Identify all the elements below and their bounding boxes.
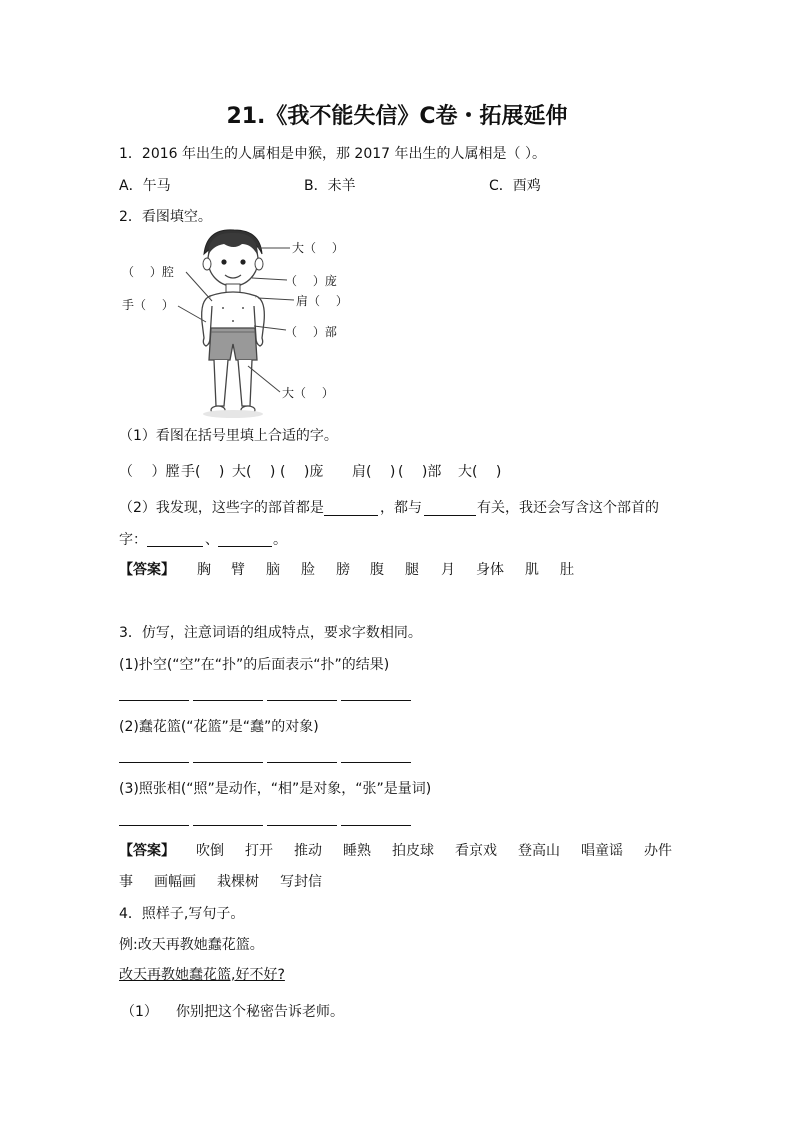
q2-answer: 腹	[370, 562, 384, 578]
q2-answer: 腿	[405, 562, 419, 578]
q1-option-c: C．酉鸡	[489, 178, 541, 194]
q3-answer: 看京戏	[455, 843, 497, 859]
q3-item1-blank[interactable]	[341, 700, 411, 701]
q3-answer: 打开	[245, 843, 273, 859]
q2-fill-6: ( )部	[398, 464, 442, 480]
label-shoulder: 肩（ ）	[296, 294, 348, 308]
q3-item1-blank[interactable]	[119, 700, 189, 701]
q3-answer: 拍皮球	[392, 843, 434, 859]
q3-answer-label: 【答案】	[119, 843, 175, 859]
q1-stem: 1．2016 年出生的人属相是申猴，那 2017 年出生的人属相是（ ）。	[119, 146, 546, 162]
q3-item3-blank[interactable]	[193, 825, 263, 826]
q3-item3-blank[interactable]	[341, 825, 411, 826]
q2-blank-radical[interactable]	[324, 515, 378, 516]
q2-fill-5: 肩( )	[352, 464, 396, 480]
q2-sub2-line2-b: 、	[205, 532, 219, 548]
q4-example: 例:改天再教她蠢花篮。	[119, 937, 264, 953]
q3-item2-blank[interactable]	[267, 762, 337, 763]
page-title: 21.《我不能失信》C卷・拓展延伸	[226, 104, 568, 129]
q2-fill-3: 大( )	[232, 464, 276, 480]
q2-answer: 肌	[525, 562, 539, 578]
label-leg: 大（ ）	[282, 386, 334, 400]
q3-item3-blank[interactable]	[119, 825, 189, 826]
q2-blank-related[interactable]	[424, 515, 476, 516]
q2-answer: 膀	[336, 562, 350, 578]
q3-item3: (3)照张相(“照”是动作，“相”是对象，“张”是量词)	[119, 781, 432, 797]
q3-item3-blank[interactable]	[267, 825, 337, 826]
label-head: 大（ ）	[292, 241, 344, 255]
q3-item2-blank[interactable]	[119, 762, 189, 763]
q2-sub1: （1）看图在括号里填上合适的字。	[119, 428, 338, 444]
q1-option-b: B．未羊	[304, 178, 356, 194]
q3-answer: 唱童谣	[581, 843, 623, 859]
q2-sub2-line2-a: 字：	[119, 532, 147, 548]
label-chest: （ ）腔	[122, 265, 174, 279]
q1-option-a: A．午马	[119, 178, 171, 194]
q4-item1-number: （1）	[121, 1004, 158, 1020]
q2-answer: 胸	[197, 562, 211, 578]
q3-answer: 事	[119, 874, 133, 890]
q2-blank-char2[interactable]	[218, 546, 272, 547]
q2-stem: 2．看图填空。	[119, 209, 212, 225]
q3-answer: 登高山	[518, 843, 560, 859]
q2-sub2-part-c: 有关，我还会写含这个部首的	[477, 500, 659, 516]
label-face: （ ）庞	[285, 274, 337, 288]
q2-fill-4: ( )庞	[280, 464, 324, 480]
q2-answer: 身体	[476, 562, 504, 578]
q3-item1: (1)扑空(“空”在“扑”的后面表示“扑”的结果)	[119, 657, 390, 673]
q2-answer: 月	[441, 562, 455, 578]
q4-item1-text: 你别把这个秘密告诉老师。	[176, 1004, 344, 1020]
q3-answer: 推动	[294, 843, 322, 859]
q2-fill-7: 大( )	[458, 464, 502, 480]
q2-blank-char1[interactable]	[147, 546, 203, 547]
q2-fill-1: （ ）膛	[119, 464, 180, 480]
q3-answer: 睡熟	[343, 843, 371, 859]
q3-answer: 栽棵树	[217, 874, 259, 890]
label-hand: 手（ ）	[122, 298, 174, 312]
q2-answer-label: 【答案】	[119, 562, 175, 578]
q3-answer: 吹倒	[196, 843, 224, 859]
q3-answer: 写封信	[280, 874, 322, 890]
q2-fill-2: 手( )	[181, 464, 225, 480]
q2-sub2-part-b: ，都与	[380, 500, 422, 516]
q3-item2-blank[interactable]	[193, 762, 263, 763]
q2-answer: 脑	[266, 562, 280, 578]
q4-example-answer: 改天再教她蠢花篮,好不好?	[119, 967, 285, 983]
q2-answer: 肚	[560, 562, 574, 578]
q2-sub2-line2-c: 。	[273, 532, 287, 548]
q3-stem: 3．仿写，注意词语的组成特点，要求字数相同。	[119, 625, 422, 641]
q3-item2: (2)蠢花篮(“花篮”是“蠢”的对象)	[119, 719, 319, 735]
q2-answer: 臂	[231, 562, 245, 578]
q2-answer: 脸	[301, 562, 315, 578]
q3-answer: 画幅画	[154, 874, 196, 890]
q3-answer: 办件	[644, 843, 672, 859]
q3-item1-blank[interactable]	[193, 700, 263, 701]
q3-item1-blank[interactable]	[267, 700, 337, 701]
q2-sub2-part-a: （2）我发现，这些字的部首都是	[119, 500, 324, 516]
q4-stem: 4．照样子,写句子。	[119, 906, 245, 922]
body-figure	[112, 226, 362, 422]
q3-item2-blank[interactable]	[341, 762, 411, 763]
label-belly: （ ）部	[285, 325, 337, 339]
